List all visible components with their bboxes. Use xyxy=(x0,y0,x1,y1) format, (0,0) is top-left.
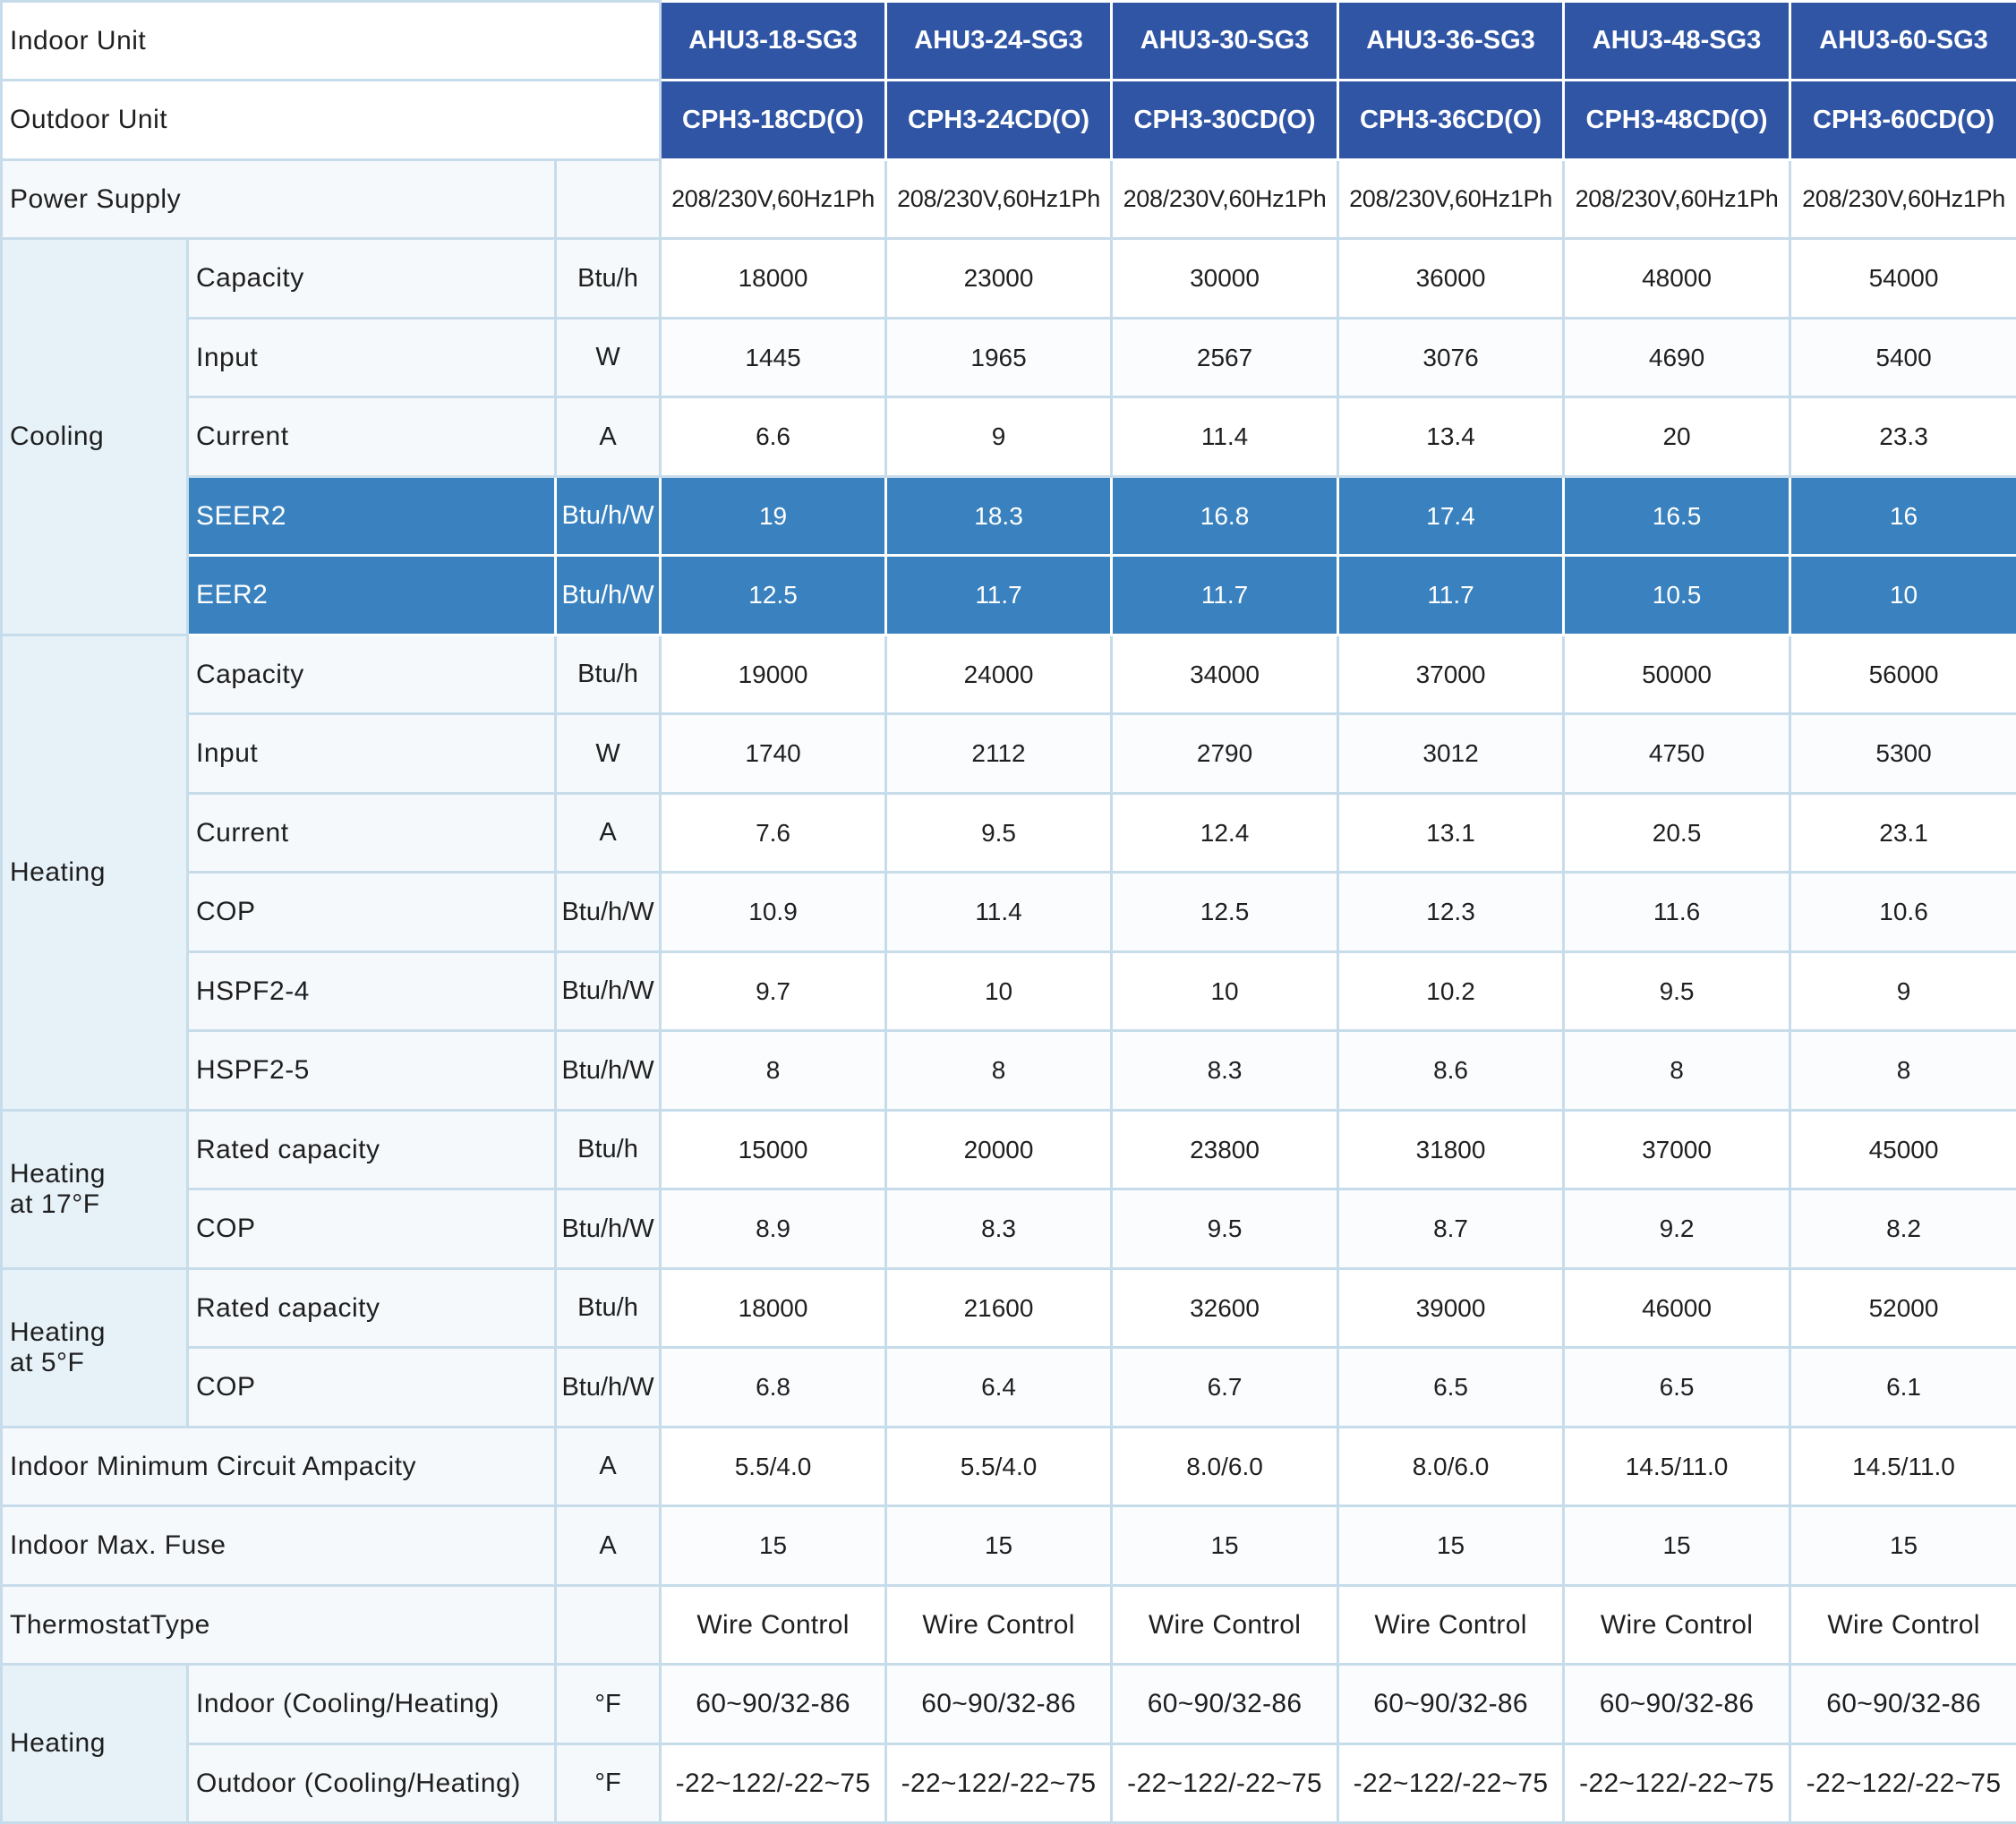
value-cell: 5.5/4.0 xyxy=(661,1428,886,1506)
min-circuit-row xyxy=(2,1428,2016,1506)
unit-cell: Btu/h/W xyxy=(556,477,661,556)
value-cell: 6.1 xyxy=(1790,1348,2016,1428)
unit-cell: Btu/h/W xyxy=(556,556,661,635)
heating-capacity-row xyxy=(2,635,2016,714)
value-cell: 9.7 xyxy=(661,952,886,1031)
value-cell: 13.4 xyxy=(1338,397,1564,477)
value-cell: 3012 xyxy=(1338,714,1564,794)
heating-input-row xyxy=(2,714,2016,794)
value-cell: Wire Control xyxy=(1338,1586,1564,1665)
heating-cop-row xyxy=(2,873,2016,952)
row-label: HSPF2-5 xyxy=(188,1031,556,1111)
value-cell: 8.0/6.0 xyxy=(1338,1428,1564,1506)
heating-17-cop-row xyxy=(2,1189,2016,1269)
unit-cell: A xyxy=(556,397,661,477)
outdoor-range-row xyxy=(2,1744,2016,1823)
outdoor-model: CPH3-18CD(O) xyxy=(661,81,886,160)
outdoor-model: CPH3-36CD(O) xyxy=(1338,81,1564,160)
value-cell: 6.7 xyxy=(1112,1348,1338,1428)
outdoor-model: CPH3-30CD(O) xyxy=(1112,81,1338,160)
value-cell: 10.2 xyxy=(1338,952,1564,1031)
value-cell: 16.8 xyxy=(1112,477,1338,556)
value-cell: 14.5/11.0 xyxy=(1790,1428,2016,1506)
value-cell: 20.5 xyxy=(1564,794,1790,873)
cooling-group-label: Cooling xyxy=(2,239,188,635)
value-cell: 5.5/4.0 xyxy=(886,1428,1112,1506)
value-cell: 6.5 xyxy=(1564,1348,1790,1428)
value-cell: 9.5 xyxy=(1564,952,1790,1031)
value-cell: 8.7 xyxy=(1338,1189,1564,1269)
value-cell: 12.5 xyxy=(661,556,886,635)
row-label: SEER2 xyxy=(188,477,556,556)
value-cell: 11.4 xyxy=(886,873,1112,952)
value-cell: 37000 xyxy=(1564,1111,1790,1189)
indoor-unit-row xyxy=(2,2,2016,81)
value-cell: Wire Control xyxy=(886,1586,1112,1665)
value-cell: 30000 xyxy=(1112,239,1338,319)
value-cell: 18.3 xyxy=(886,477,1112,556)
value-cell: 15 xyxy=(1564,1506,1790,1586)
unit-cell: Btu/h/W xyxy=(556,1189,661,1269)
value-cell: 15 xyxy=(661,1506,886,1586)
value-cell: 20 xyxy=(1564,397,1790,477)
value-cell: 60~90/32-86 xyxy=(1564,1665,1790,1744)
value-cell: 60~90/32-86 xyxy=(1112,1665,1338,1744)
value-cell: 20000 xyxy=(886,1111,1112,1189)
heating-17-capacity-row xyxy=(2,1111,2016,1189)
row-label: Input xyxy=(188,714,556,794)
value-cell: 10 xyxy=(886,952,1112,1031)
value-cell: 13.1 xyxy=(1338,794,1564,873)
value-cell: Wire Control xyxy=(1564,1586,1790,1665)
cooling-eer2-row xyxy=(2,556,2016,635)
indoor-model: AHU3-36-SG3 xyxy=(1338,2,1564,81)
cooling-input-row xyxy=(2,319,2016,397)
unit-cell: °F xyxy=(556,1665,661,1744)
unit-cell: Btu/h xyxy=(556,635,661,714)
value-cell: 16 xyxy=(1790,477,2016,556)
row-label: Current xyxy=(188,794,556,873)
group-label-line: at 5°F xyxy=(10,1348,84,1377)
row-label: HSPF2-4 xyxy=(188,952,556,1031)
value-cell: Wire Control xyxy=(1790,1586,2016,1665)
value-cell: 8 xyxy=(886,1031,1112,1111)
value-cell: 10.5 xyxy=(1564,556,1790,635)
indoor-model: AHU3-30-SG3 xyxy=(1112,2,1338,81)
value-cell: 11.4 xyxy=(1112,397,1338,477)
value-cell: 6.5 xyxy=(1338,1348,1564,1428)
value-cell: 6.8 xyxy=(661,1348,886,1428)
outdoor-model: CPH3-48CD(O) xyxy=(1564,81,1790,160)
cooling-seer2-row xyxy=(2,477,2016,556)
value-cell: -22~122/-22~75 xyxy=(886,1744,1112,1823)
value-cell: 54000 xyxy=(1790,239,2016,319)
indoor-model: AHU3-48-SG3 xyxy=(1564,2,1790,81)
heating-5-capacity-row xyxy=(2,1269,2016,1348)
value-cell: 17.4 xyxy=(1338,477,1564,556)
value-cell: 39000 xyxy=(1338,1269,1564,1348)
max-fuse-label: Indoor Max. Fuse xyxy=(2,1506,556,1586)
group-label-line: Heating xyxy=(10,1159,106,1189)
row-label: Indoor (Cooling/Heating) xyxy=(188,1665,556,1744)
outdoor-model: CPH3-24CD(O) xyxy=(886,81,1112,160)
value-cell: 8.3 xyxy=(886,1189,1112,1269)
value-cell: 208/230V,60Hz1Ph xyxy=(1790,160,2016,239)
value-cell: 60~90/32-86 xyxy=(1790,1665,2016,1744)
value-cell: 3076 xyxy=(1338,319,1564,397)
unit-cell: Btu/h/W xyxy=(556,1031,661,1111)
cooling-current-row xyxy=(2,397,2016,477)
value-cell: 11.7 xyxy=(1112,556,1338,635)
value-cell: 208/230V,60Hz1Ph xyxy=(886,160,1112,239)
value-cell: 5300 xyxy=(1790,714,2016,794)
value-cell: 12.3 xyxy=(1338,873,1564,952)
value-cell: 60~90/32-86 xyxy=(1338,1665,1564,1744)
value-cell: 9.5 xyxy=(886,794,1112,873)
value-cell: Wire Control xyxy=(661,1586,886,1665)
indoor-model: AHU3-24-SG3 xyxy=(886,2,1112,81)
value-cell: 15 xyxy=(1790,1506,2016,1586)
heating-5-cop-row xyxy=(2,1348,2016,1428)
group-label-line: at 17°F xyxy=(10,1189,100,1219)
value-cell: Wire Control xyxy=(1112,1586,1338,1665)
value-cell: 10.9 xyxy=(661,873,886,952)
outdoor-unit-label: Outdoor Unit xyxy=(2,81,661,160)
value-cell: 10 xyxy=(1112,952,1338,1031)
heating-17-group-label xyxy=(2,1111,188,1269)
indoor-model: AHU3-60-SG3 xyxy=(1790,2,2016,81)
value-cell: 18000 xyxy=(661,239,886,319)
value-cell: -22~122/-22~75 xyxy=(1338,1744,1564,1823)
unit-cell: W xyxy=(556,319,661,397)
value-cell: 45000 xyxy=(1790,1111,2016,1189)
row-label: Capacity xyxy=(188,239,556,319)
value-cell: 31800 xyxy=(1338,1111,1564,1189)
thermostat-row xyxy=(2,1586,2016,1665)
value-cell: 11.7 xyxy=(1338,556,1564,635)
value-cell: 15 xyxy=(1338,1506,1564,1586)
row-label: COP xyxy=(188,1348,556,1428)
row-label: COP xyxy=(188,1189,556,1269)
unit-cell xyxy=(556,160,661,239)
unit-cell xyxy=(556,1586,661,1665)
value-cell: 34000 xyxy=(1112,635,1338,714)
thermostat-label: ThermostatType xyxy=(2,1586,556,1665)
value-cell: 21600 xyxy=(886,1269,1112,1348)
value-cell: 6.6 xyxy=(661,397,886,477)
cooling-capacity-row xyxy=(2,239,2016,319)
value-cell: 50000 xyxy=(1564,635,1790,714)
row-label: Capacity xyxy=(188,635,556,714)
value-cell: 9 xyxy=(1790,952,2016,1031)
value-cell: 208/230V,60Hz1Ph xyxy=(1564,160,1790,239)
value-cell: 6.4 xyxy=(886,1348,1112,1428)
value-cell: 11.6 xyxy=(1564,873,1790,952)
value-cell: 37000 xyxy=(1338,635,1564,714)
value-cell: 208/230V,60Hz1Ph xyxy=(1112,160,1338,239)
heating-group-label: Heating xyxy=(2,635,188,1111)
value-cell: 208/230V,60Hz1Ph xyxy=(661,160,886,239)
row-label: Input xyxy=(188,319,556,397)
row-label: Rated capacity xyxy=(188,1269,556,1348)
value-cell: 18000 xyxy=(661,1269,886,1348)
value-cell: -22~122/-22~75 xyxy=(661,1744,886,1823)
value-cell: 46000 xyxy=(1564,1269,1790,1348)
value-cell: 9.5 xyxy=(1112,1189,1338,1269)
heating-hspf2-4-row xyxy=(2,952,2016,1031)
value-cell: 11.7 xyxy=(886,556,1112,635)
unit-cell: A xyxy=(556,1506,661,1586)
indoor-unit-label: Indoor Unit xyxy=(2,2,661,81)
value-cell: 12.5 xyxy=(1112,873,1338,952)
value-cell: 208/230V,60Hz1Ph xyxy=(1338,160,1564,239)
row-label: Outdoor (Cooling/Heating) xyxy=(188,1744,556,1823)
group-label-line: Heating xyxy=(10,1317,106,1347)
min-circuit-label: Indoor Minimum Circuit Ampacity xyxy=(2,1428,556,1506)
unit-cell: Btu/h xyxy=(556,1269,661,1348)
value-cell: 8 xyxy=(1564,1031,1790,1111)
value-cell: 7.6 xyxy=(661,794,886,873)
indoor-model: AHU3-18-SG3 xyxy=(661,2,886,81)
value-cell: 1740 xyxy=(661,714,886,794)
value-cell: 23800 xyxy=(1112,1111,1338,1189)
value-cell: -22~122/-22~75 xyxy=(1564,1744,1790,1823)
unit-cell: Btu/h xyxy=(556,1111,661,1189)
unit-cell: °F xyxy=(556,1744,661,1823)
value-cell: 19000 xyxy=(661,635,886,714)
value-cell: 8.2 xyxy=(1790,1189,2016,1269)
value-cell: 8 xyxy=(661,1031,886,1111)
value-cell: 4750 xyxy=(1564,714,1790,794)
value-cell: 2790 xyxy=(1112,714,1338,794)
heating-hspf2-5-row xyxy=(2,1031,2016,1111)
row-label: EER2 xyxy=(188,556,556,635)
power-supply-row xyxy=(2,160,2016,239)
value-cell: 8 xyxy=(1790,1031,2016,1111)
unit-cell: Btu/h/W xyxy=(556,873,661,952)
value-cell: 52000 xyxy=(1790,1269,2016,1348)
value-cell: 14.5/11.0 xyxy=(1564,1428,1790,1506)
value-cell: 1965 xyxy=(886,319,1112,397)
value-cell: 12.4 xyxy=(1112,794,1338,873)
value-cell: 8.9 xyxy=(661,1189,886,1269)
value-cell: 10.6 xyxy=(1790,873,2016,952)
value-cell: 5400 xyxy=(1790,319,2016,397)
value-cell: 15 xyxy=(886,1506,1112,1586)
heating-current-row xyxy=(2,794,2016,873)
row-label: Current xyxy=(188,397,556,477)
unit-cell: A xyxy=(556,1428,661,1506)
unit-cell: Btu/h/W xyxy=(556,1348,661,1428)
value-cell: 9 xyxy=(886,397,1112,477)
value-cell: 36000 xyxy=(1338,239,1564,319)
unit-cell: Btu/h/W xyxy=(556,952,661,1031)
max-fuse-row xyxy=(2,1506,2016,1586)
row-label: COP xyxy=(188,873,556,952)
operating-group-label: Heating xyxy=(2,1665,188,1823)
outdoor-model: CPH3-60CD(O) xyxy=(1790,81,2016,160)
value-cell: -22~122/-22~75 xyxy=(1790,1744,2016,1823)
indoor-range-row xyxy=(2,1665,2016,1744)
power-supply-label: Power Supply xyxy=(2,160,556,239)
value-cell: 15000 xyxy=(661,1111,886,1189)
value-cell: 9.2 xyxy=(1564,1189,1790,1269)
value-cell: 24000 xyxy=(886,635,1112,714)
value-cell: 19 xyxy=(661,477,886,556)
value-cell: 4690 xyxy=(1564,319,1790,397)
value-cell: 32600 xyxy=(1112,1269,1338,1348)
value-cell: 1445 xyxy=(661,319,886,397)
heating-5-group-label xyxy=(2,1269,188,1428)
value-cell: 10 xyxy=(1790,556,2016,635)
value-cell: 15 xyxy=(1112,1506,1338,1586)
value-cell: 2112 xyxy=(886,714,1112,794)
value-cell: 16.5 xyxy=(1564,477,1790,556)
value-cell: -22~122/-22~75 xyxy=(1112,1744,1338,1823)
value-cell: 60~90/32-86 xyxy=(886,1665,1112,1744)
value-cell: 2567 xyxy=(1112,319,1338,397)
unit-cell: A xyxy=(556,794,661,873)
value-cell: 60~90/32-86 xyxy=(661,1665,886,1744)
value-cell: 8.3 xyxy=(1112,1031,1338,1111)
row-label: Rated capacity xyxy=(188,1111,556,1189)
value-cell: 48000 xyxy=(1564,239,1790,319)
value-cell: 23.3 xyxy=(1790,397,2016,477)
unit-cell: Btu/h xyxy=(556,239,661,319)
outdoor-unit-row xyxy=(2,81,2016,160)
value-cell: 8.0/6.0 xyxy=(1112,1428,1338,1506)
value-cell: 23000 xyxy=(886,239,1112,319)
value-cell: 8.6 xyxy=(1338,1031,1564,1111)
value-cell: 56000 xyxy=(1790,635,2016,714)
unit-cell: W xyxy=(556,714,661,794)
value-cell: 23.1 xyxy=(1790,794,2016,873)
